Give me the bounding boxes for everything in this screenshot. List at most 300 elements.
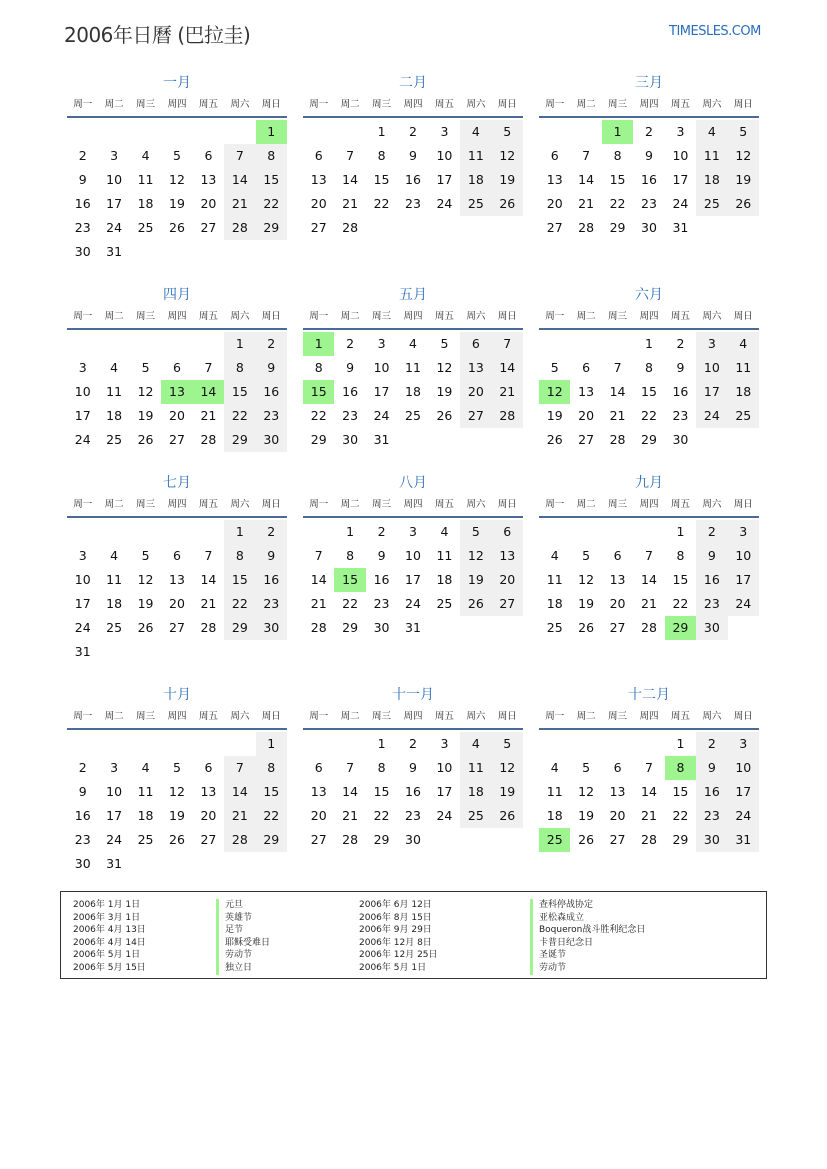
day-cell: 26 bbox=[460, 592, 491, 616]
day-cell: 27 bbox=[460, 404, 491, 428]
legend-names-2 bbox=[530, 899, 645, 975]
day-cell: 20 bbox=[310, 196, 327, 211]
days-grid bbox=[67, 520, 287, 664]
day-cell: 19 bbox=[169, 808, 185, 823]
day-cell: 12 bbox=[578, 784, 595, 799]
empty-cell bbox=[539, 520, 570, 544]
day-cell: 18 bbox=[696, 168, 727, 192]
day-cell: 4 bbox=[440, 524, 449, 539]
weekday-label: 周六 bbox=[230, 499, 250, 510]
day-cell: 28 bbox=[342, 220, 359, 235]
day-cell: 7 bbox=[645, 760, 653, 775]
day-cell: 30 bbox=[696, 616, 727, 640]
weekday-label: 周四 bbox=[403, 311, 423, 322]
empty-cell bbox=[570, 120, 601, 144]
weekday-label: 周三 bbox=[136, 711, 156, 722]
month-10 bbox=[67, 684, 287, 876]
holiday-name: Boqueron战斗胜利纪念日 bbox=[530, 924, 645, 937]
day-cell: 30 bbox=[74, 856, 91, 871]
weekday-label: 周三 bbox=[608, 99, 628, 110]
day-cell: 4 bbox=[460, 732, 491, 756]
day-cell: 24 bbox=[106, 220, 123, 235]
day-cell: 17 bbox=[74, 408, 91, 423]
day-cell: 22 bbox=[310, 408, 327, 423]
day-cell: 9 bbox=[409, 148, 417, 163]
day-cell: 5 bbox=[492, 120, 523, 144]
day-cell: 7 bbox=[346, 760, 355, 775]
weekday-label: 周日 bbox=[497, 499, 517, 510]
day-cell: 8 bbox=[377, 148, 386, 163]
day-cell: 21 bbox=[609, 408, 626, 423]
day-cell-holiday: 13 bbox=[161, 380, 192, 404]
weekday-label: 周六 bbox=[230, 99, 250, 110]
day-cell: 23 bbox=[405, 808, 421, 823]
holiday-name: 圣诞节 bbox=[530, 949, 645, 962]
day-cell: 27 bbox=[169, 432, 185, 447]
weekday-label: 周六 bbox=[230, 311, 250, 322]
day-cell: 6 bbox=[314, 760, 323, 775]
day-cell: 26 bbox=[578, 620, 595, 635]
day-cell: 26 bbox=[492, 192, 523, 216]
day-cell: 18 bbox=[405, 384, 421, 399]
day-cell: 17 bbox=[672, 172, 689, 187]
month-title: 三月 bbox=[635, 75, 663, 91]
day-cell: 2 bbox=[78, 760, 87, 775]
month-12 bbox=[539, 684, 759, 876]
weekday-label: 周六 bbox=[702, 499, 722, 510]
weekday-label: 周六 bbox=[702, 99, 722, 110]
weekday-header bbox=[303, 94, 523, 118]
day-cell: 19 bbox=[578, 596, 595, 611]
day-cell: 29 bbox=[256, 216, 287, 240]
weekday-label: 周日 bbox=[733, 99, 753, 110]
day-cell: 16 bbox=[74, 196, 91, 211]
empty-cell bbox=[193, 732, 224, 756]
day-cell: 7 bbox=[204, 548, 213, 563]
holiday-name: 劳动节 bbox=[530, 962, 645, 975]
day-cell: 23 bbox=[74, 832, 91, 847]
weekday-label: 周一 bbox=[545, 99, 565, 110]
day-cell: 10 bbox=[74, 384, 91, 399]
weekday-label: 周三 bbox=[136, 311, 156, 322]
day-cell: 30 bbox=[256, 428, 287, 452]
day-cell: 8 bbox=[224, 356, 255, 380]
month-title: 一月 bbox=[163, 75, 191, 91]
day-cell: 1 bbox=[377, 124, 386, 139]
day-cell: 23 bbox=[641, 196, 657, 211]
weekday-label: 周五 bbox=[434, 311, 454, 322]
day-cell: 30 bbox=[256, 616, 287, 640]
day-cell: 25 bbox=[137, 220, 154, 235]
weekday-label: 周日 bbox=[733, 311, 753, 322]
weekday-label: 周二 bbox=[576, 99, 596, 110]
month-9 bbox=[539, 472, 759, 664]
day-cell: 14 bbox=[310, 572, 327, 587]
day-cell: 20 bbox=[609, 596, 626, 611]
day-cell: 1 bbox=[346, 524, 355, 539]
day-cell: 27 bbox=[578, 432, 595, 447]
day-cell: 30 bbox=[342, 432, 359, 447]
day-cell: 13 bbox=[310, 172, 327, 187]
weekday-label: 周三 bbox=[136, 99, 156, 110]
weekday-label: 周一 bbox=[309, 499, 329, 510]
empty-cell bbox=[303, 120, 334, 144]
day-cell: 31 bbox=[106, 856, 123, 871]
day-cell: 18 bbox=[137, 808, 154, 823]
day-cell: 4 bbox=[141, 148, 150, 163]
day-cell: 19 bbox=[137, 408, 154, 423]
holiday-date: 2006年 6月 12日 bbox=[359, 900, 432, 910]
day-cell: 17 bbox=[74, 596, 91, 611]
empty-cell bbox=[161, 120, 192, 144]
day-cell: 30 bbox=[641, 220, 657, 235]
weekday-label: 周一 bbox=[545, 311, 565, 322]
weekday-label: 周五 bbox=[198, 99, 218, 110]
weekday-label: 周四 bbox=[639, 499, 659, 510]
day-cell-holiday: 14 bbox=[193, 380, 224, 404]
day-cell: 11 bbox=[436, 548, 453, 563]
day-cell: 24 bbox=[436, 196, 453, 211]
day-cell: 16 bbox=[405, 784, 421, 799]
empty-cell bbox=[193, 332, 224, 356]
day-cell: 22 bbox=[256, 192, 287, 216]
day-cell: 11 bbox=[460, 144, 491, 168]
day-cell: 3 bbox=[377, 336, 386, 351]
weekday-label: 周三 bbox=[608, 711, 628, 722]
day-cell: 9 bbox=[256, 356, 287, 380]
day-cell: 12 bbox=[436, 360, 453, 375]
empty-cell bbox=[334, 120, 365, 144]
weekday-header bbox=[67, 306, 287, 330]
day-cell: 14 bbox=[641, 784, 657, 799]
day-cell: 15 bbox=[672, 572, 689, 587]
day-cell: 15 bbox=[224, 380, 255, 404]
weekday-label: 周三 bbox=[136, 499, 156, 510]
holiday-date: 2006年 5月 1日 bbox=[73, 950, 141, 961]
page-title: 2006年日曆 (巴拉圭) bbox=[64, 23, 251, 47]
empty-cell bbox=[570, 520, 601, 544]
weekday-label: 周六 bbox=[702, 311, 722, 322]
empty-cell bbox=[602, 332, 633, 356]
weekday-header bbox=[539, 94, 759, 118]
day-cell: 9 bbox=[377, 548, 386, 563]
day-cell: 1 bbox=[676, 736, 685, 751]
weekday-label: 周日 bbox=[261, 711, 281, 722]
day-cell: 20 bbox=[609, 808, 626, 823]
day-cell: 14 bbox=[342, 172, 359, 187]
day-cell: 15 bbox=[373, 172, 390, 187]
day-cell: 10 bbox=[373, 360, 390, 375]
day-cell: 19 bbox=[460, 568, 491, 592]
day-cell: 4 bbox=[110, 548, 119, 563]
month-8 bbox=[303, 472, 523, 664]
day-cell: 23 bbox=[256, 592, 287, 616]
holiday-date: 2006年 5月 1日 bbox=[359, 962, 427, 973]
day-cell: 27 bbox=[609, 620, 626, 635]
weekday-label: 周日 bbox=[497, 99, 517, 110]
days-grid bbox=[303, 120, 523, 240]
day-cell: 18 bbox=[436, 572, 453, 587]
day-cell: 28 bbox=[342, 832, 359, 847]
day-cell: 2 bbox=[346, 336, 355, 351]
day-cell: 14 bbox=[492, 356, 523, 380]
day-cell: 21 bbox=[492, 380, 523, 404]
weekday-label: 周五 bbox=[670, 499, 690, 510]
day-cell: 25 bbox=[137, 832, 154, 847]
weekday-header bbox=[303, 706, 523, 730]
day-cell: 23 bbox=[696, 804, 727, 828]
day-cell: 17 bbox=[106, 196, 123, 211]
day-cell: 28 bbox=[609, 432, 626, 447]
days-grid bbox=[303, 332, 523, 452]
day-cell: 24 bbox=[106, 832, 123, 847]
day-cell: 29 bbox=[224, 616, 255, 640]
day-cell: 16 bbox=[256, 380, 287, 404]
holiday-date: 2006年 4月 14日 bbox=[73, 937, 146, 948]
day-cell: 26 bbox=[578, 832, 595, 847]
day-cell: 15 bbox=[609, 172, 626, 187]
empty-cell bbox=[193, 520, 224, 544]
day-cell: 14 bbox=[342, 784, 359, 799]
day-cell: 18 bbox=[546, 596, 563, 611]
day-cell: 12 bbox=[169, 172, 185, 187]
day-cell: 5 bbox=[173, 148, 181, 163]
day-cell: 3 bbox=[728, 520, 759, 544]
day-cell: 16 bbox=[405, 172, 421, 187]
empty-cell bbox=[570, 332, 601, 356]
day-cell: 21 bbox=[200, 408, 217, 423]
month-title: 八月 bbox=[399, 475, 427, 491]
holiday-date: 2006年 4月 13日 bbox=[73, 925, 146, 936]
day-cell: 28 bbox=[200, 432, 217, 447]
day-cell: 4 bbox=[110, 360, 119, 375]
months-grid bbox=[67, 72, 760, 896]
day-cell-holiday: 25 bbox=[539, 828, 570, 852]
day-cell: 6 bbox=[173, 548, 181, 563]
day-cell: 23 bbox=[256, 404, 287, 428]
day-cell: 20 bbox=[169, 596, 185, 611]
day-cell: 23 bbox=[405, 196, 421, 211]
day-cell: 7 bbox=[346, 148, 355, 163]
day-cell: 10 bbox=[728, 544, 759, 568]
holiday-date: 2006年 9月 29日 bbox=[359, 925, 432, 936]
weekday-label: 周二 bbox=[340, 711, 360, 722]
day-cell: 6 bbox=[204, 148, 213, 163]
weekday-label: 周四 bbox=[639, 99, 659, 110]
weekday-label: 周二 bbox=[104, 99, 124, 110]
weekday-label: 周五 bbox=[670, 99, 690, 110]
day-cell: 5 bbox=[440, 336, 449, 351]
weekday-label: 周六 bbox=[466, 499, 486, 510]
day-cell: 17 bbox=[728, 568, 759, 592]
days-grid bbox=[303, 520, 523, 640]
day-cell: 10 bbox=[436, 760, 453, 775]
day-cell: 23 bbox=[74, 220, 91, 235]
day-cell: 16 bbox=[672, 384, 689, 399]
day-cell: 3 bbox=[110, 148, 119, 163]
day-cell: 6 bbox=[204, 760, 213, 775]
day-cell: 26 bbox=[137, 620, 154, 635]
day-cell: 8 bbox=[613, 148, 622, 163]
day-cell: 19 bbox=[436, 384, 453, 399]
day-cell: 5 bbox=[582, 548, 591, 563]
day-cell: 5 bbox=[460, 520, 491, 544]
weekday-label: 周三 bbox=[608, 499, 628, 510]
month-title: 二月 bbox=[399, 75, 427, 91]
empty-cell bbox=[98, 120, 129, 144]
day-cell: 8 bbox=[256, 144, 287, 168]
empty-cell bbox=[224, 732, 255, 756]
month-2 bbox=[303, 72, 523, 264]
day-cell: 6 bbox=[550, 148, 559, 163]
day-cell: 17 bbox=[405, 572, 421, 587]
holiday-name: 独立日 bbox=[216, 962, 270, 975]
day-cell: 28 bbox=[641, 832, 657, 847]
empty-cell bbox=[67, 520, 98, 544]
weekday-header bbox=[303, 306, 523, 330]
day-cell: 17 bbox=[106, 808, 123, 823]
day-cell: 18 bbox=[460, 780, 491, 804]
legend-dates-2 bbox=[359, 899, 438, 975]
holiday-legend bbox=[60, 891, 767, 979]
day-cell: 16 bbox=[696, 568, 727, 592]
day-cell: 24 bbox=[696, 404, 727, 428]
weekday-label: 周四 bbox=[639, 311, 659, 322]
day-cell: 18 bbox=[728, 380, 759, 404]
weekday-header bbox=[539, 306, 759, 330]
day-cell: 31 bbox=[106, 244, 123, 259]
day-cell: 19 bbox=[492, 780, 523, 804]
weekday-label: 周二 bbox=[340, 311, 360, 322]
day-cell: 4 bbox=[460, 120, 491, 144]
weekday-label: 周五 bbox=[198, 311, 218, 322]
day-cell: 26 bbox=[169, 220, 185, 235]
empty-cell bbox=[130, 120, 161, 144]
day-cell-holiday: 29 bbox=[665, 616, 696, 640]
day-cell: 18 bbox=[137, 196, 154, 211]
days-grid bbox=[67, 120, 287, 264]
empty-cell bbox=[98, 520, 129, 544]
day-cell: 26 bbox=[436, 408, 453, 423]
day-cell: 23 bbox=[373, 596, 390, 611]
day-cell: 7 bbox=[224, 144, 255, 168]
day-cell: 8 bbox=[314, 360, 323, 375]
day-cell: 25 bbox=[460, 804, 491, 828]
day-cell: 4 bbox=[550, 760, 559, 775]
weekday-label: 周二 bbox=[340, 99, 360, 110]
day-cell: 13 bbox=[609, 784, 626, 799]
weekday-label: 周一 bbox=[73, 311, 93, 322]
day-cell: 6 bbox=[613, 760, 622, 775]
day-cell: 16 bbox=[696, 780, 727, 804]
day-cell: 9 bbox=[78, 172, 87, 187]
empty-cell bbox=[67, 332, 98, 356]
day-cell: 24 bbox=[405, 596, 421, 611]
day-cell: 5 bbox=[582, 760, 591, 775]
day-cell: 30 bbox=[373, 620, 390, 635]
empty-cell bbox=[539, 332, 570, 356]
empty-cell bbox=[130, 732, 161, 756]
empty-cell bbox=[334, 732, 365, 756]
day-cell-holiday: 12 bbox=[539, 380, 570, 404]
weekday-label: 周一 bbox=[309, 99, 329, 110]
weekday-label: 周一 bbox=[73, 499, 93, 510]
weekday-label: 周日 bbox=[733, 711, 753, 722]
day-cell: 7 bbox=[492, 332, 523, 356]
day-cell: 3 bbox=[78, 548, 87, 563]
day-cell: 10 bbox=[106, 784, 123, 799]
day-cell: 23 bbox=[696, 592, 727, 616]
day-cell: 2 bbox=[256, 332, 287, 356]
weekday-label: 周四 bbox=[639, 711, 659, 722]
days-grid bbox=[539, 332, 759, 452]
day-cell: 27 bbox=[169, 620, 185, 635]
day-cell: 7 bbox=[582, 148, 591, 163]
day-cell-holiday: 8 bbox=[665, 756, 696, 780]
day-cell: 20 bbox=[169, 408, 185, 423]
empty-cell bbox=[224, 120, 255, 144]
day-cell: 19 bbox=[728, 168, 759, 192]
month-4 bbox=[67, 284, 287, 452]
empty-cell bbox=[633, 732, 664, 756]
day-cell: 29 bbox=[641, 432, 657, 447]
weekday-label: 周日 bbox=[497, 311, 517, 322]
holiday-name: 耶稣受难日 bbox=[216, 937, 270, 950]
day-cell: 9 bbox=[696, 756, 727, 780]
day-cell: 5 bbox=[141, 548, 150, 563]
day-cell: 3 bbox=[440, 124, 449, 139]
weekday-label: 周四 bbox=[167, 99, 187, 110]
day-cell: 27 bbox=[310, 832, 327, 847]
day-cell: 6 bbox=[173, 360, 181, 375]
day-cell: 21 bbox=[342, 808, 359, 823]
day-cell: 24 bbox=[74, 620, 91, 635]
day-cell: 1 bbox=[676, 524, 685, 539]
day-cell: 7 bbox=[613, 360, 622, 375]
weekday-label: 周五 bbox=[434, 711, 454, 722]
days-grid bbox=[539, 520, 759, 640]
day-cell: 20 bbox=[310, 808, 327, 823]
day-cell: 4 bbox=[141, 760, 150, 775]
weekday-header bbox=[539, 494, 759, 518]
day-cell: 13 bbox=[578, 384, 595, 399]
days-grid bbox=[539, 732, 759, 852]
day-cell: 30 bbox=[672, 432, 689, 447]
day-cell: 11 bbox=[696, 144, 727, 168]
weekday-label: 周四 bbox=[167, 711, 187, 722]
day-cell: 30 bbox=[405, 832, 421, 847]
month-title: 七月 bbox=[163, 475, 191, 491]
day-cell: 5 bbox=[492, 732, 523, 756]
legend-dates-1 bbox=[73, 899, 146, 975]
month-6 bbox=[539, 284, 759, 452]
day-cell: 9 bbox=[676, 360, 685, 375]
day-cell: 22 bbox=[342, 596, 359, 611]
day-cell-holiday: 15 bbox=[303, 380, 334, 404]
day-cell: 22 bbox=[609, 196, 626, 211]
day-cell: 15 bbox=[672, 784, 689, 799]
day-cell: 19 bbox=[492, 168, 523, 192]
day-cell: 15 bbox=[641, 384, 657, 399]
day-cell: 20 bbox=[460, 380, 491, 404]
weekday-label: 周一 bbox=[545, 499, 565, 510]
empty-cell bbox=[98, 732, 129, 756]
day-cell: 27 bbox=[200, 832, 217, 847]
weekday-label: 周日 bbox=[261, 99, 281, 110]
site-logo[interactable]: TIMESLES.COM bbox=[669, 24, 761, 39]
month-1 bbox=[67, 72, 287, 264]
day-cell: 6 bbox=[492, 520, 523, 544]
